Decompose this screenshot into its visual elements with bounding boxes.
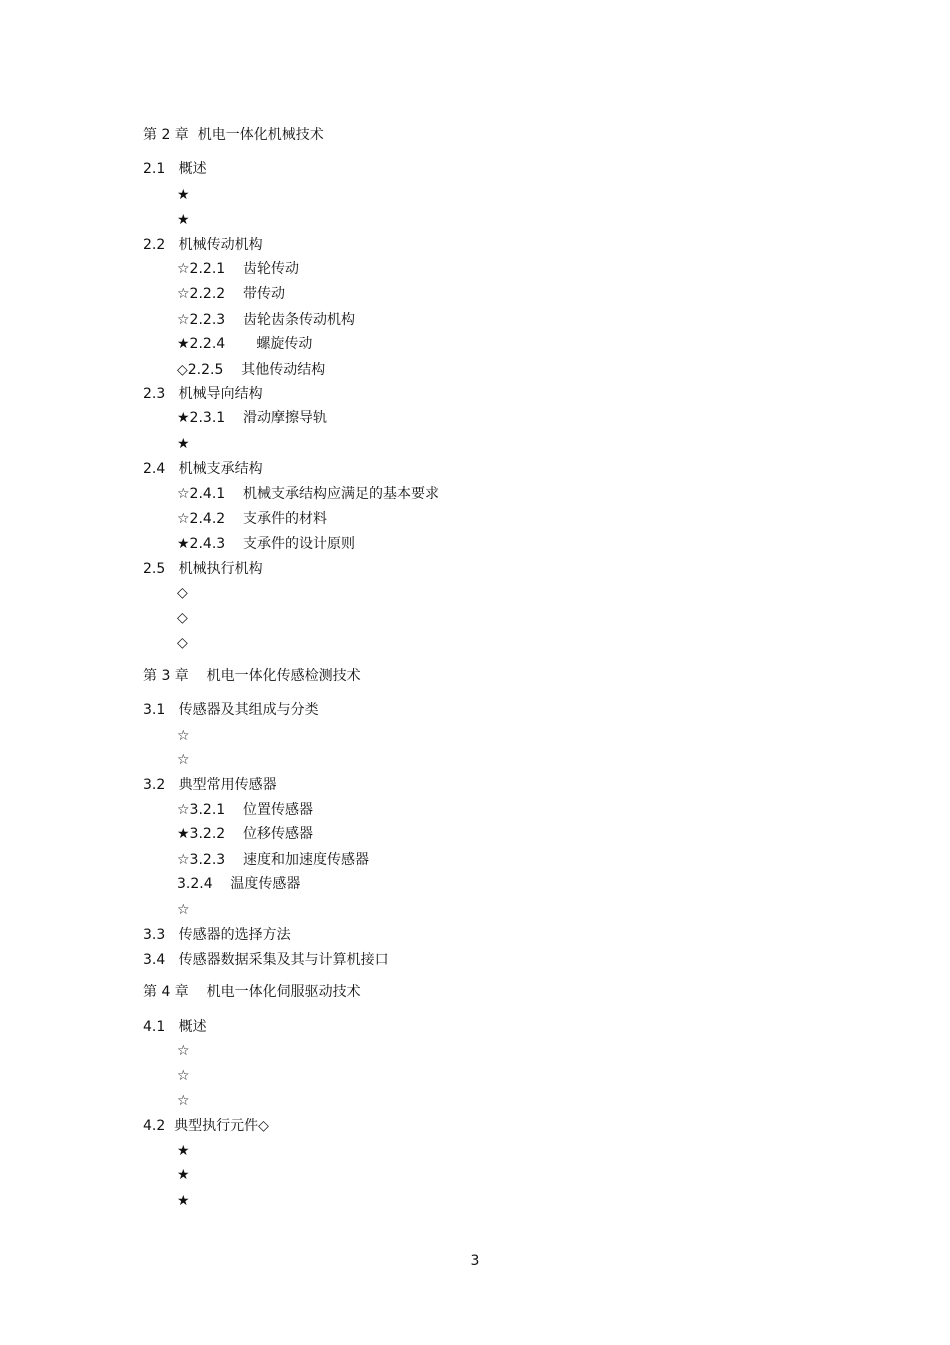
outline-item: ☆: [177, 1043, 190, 1059]
section-heading: 2.1 概述: [143, 161, 207, 177]
section-heading: 2.3 机械导向结构: [143, 386, 263, 402]
outline-item: 3.2.4 温度传感器: [177, 876, 301, 892]
section-heading: 4.1 概述: [143, 1019, 207, 1035]
outline-item: ☆3.2.1 位置传感器: [177, 802, 313, 818]
outline-item: ◇: [177, 635, 188, 651]
outline-item: ◇: [177, 585, 188, 601]
outline-item: ☆2.4.1 机械支承结构应满足的基本要求: [177, 486, 439, 502]
outline-item: ★: [177, 436, 190, 452]
section-heading: 3.4 传感器数据采集及其与计算机接口: [143, 952, 389, 968]
section-heading: 2.4 机械支承结构: [143, 461, 263, 477]
section-heading: 4.2 典型执行元件◇: [143, 1118, 269, 1134]
outline-item: ☆2.4.2 支承件的材料: [177, 511, 327, 527]
outline-item: ★: [177, 212, 190, 228]
chapter-heading: 第 4 章 机电一体化伺服驱动技术: [143, 984, 361, 1000]
outline-item: ☆2.2.3 齿轮齿条传动机构: [177, 312, 355, 328]
section-heading: 3.3 传感器的选择方法: [143, 927, 291, 943]
outline-item: ◇: [177, 610, 188, 626]
chapter-heading: 第 3 章 机电一体化传感检测技术: [143, 668, 361, 684]
page-number: 3: [470, 1253, 480, 1269]
outline-item: ☆2.2.2 带传动: [177, 286, 285, 302]
section-heading: 2.5 机械执行机构: [143, 561, 263, 577]
outline-item: ★2.2.4 螺旋传动: [177, 336, 313, 352]
outline-item: ◇2.2.5 其他传动结构: [177, 362, 326, 378]
outline-item: ★: [177, 1143, 190, 1159]
outline-item: ★: [177, 187, 190, 203]
outline-item: ★: [177, 1193, 190, 1209]
outline-item: ☆: [177, 1093, 190, 1109]
chapter-heading: 第 2 章 机电一体化机械技术: [143, 127, 324, 143]
section-heading: 3.2 典型常用传感器: [143, 777, 277, 793]
outline-item: ☆: [177, 902, 190, 918]
outline-item: ★2.3.1 滑动摩擦导轨: [177, 410, 327, 426]
outline-item: ☆: [177, 728, 190, 744]
outline-item: ☆3.2.3 速度和加速度传感器: [177, 852, 369, 868]
outline-item: ★3.2.2 位移传感器: [177, 826, 313, 842]
outline-item: ★: [177, 1167, 190, 1183]
outline-item: ☆: [177, 1068, 190, 1084]
section-heading: 2.2 机械传动机构: [143, 237, 263, 253]
outline-item: ☆2.2.1 齿轮传动: [177, 261, 299, 277]
outline-item: ★2.4.3 支承件的设计原则: [177, 536, 355, 552]
outline-item: ☆: [177, 752, 190, 768]
section-heading: 3.1 传感器及其组成与分类: [143, 702, 319, 718]
